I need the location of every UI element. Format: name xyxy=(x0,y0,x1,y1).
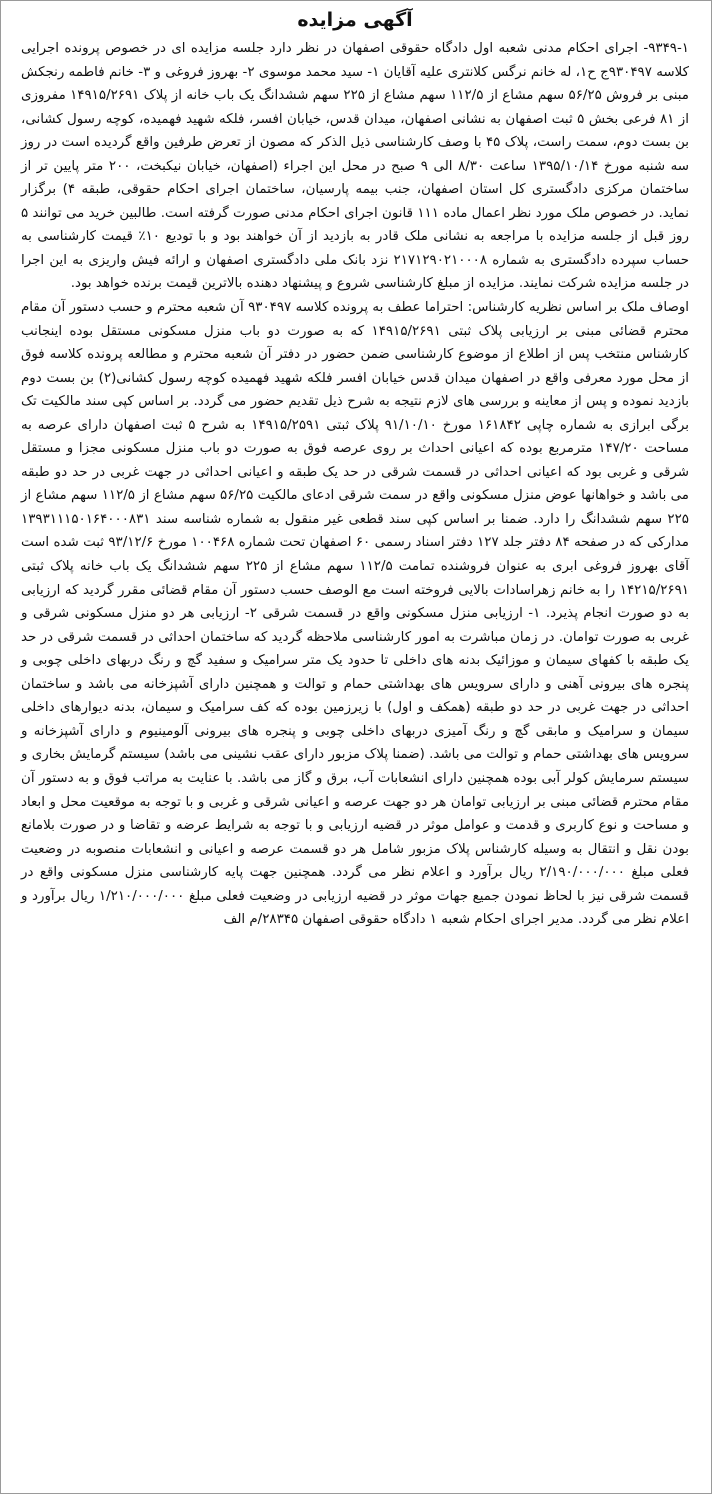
notice-paragraph-auction: ۹۳۴۹-۱- اجرای احکام مدنی شعبه اول دادگاه حقوقی اصفهان در نظر دارد جلسه مزایده ای در خصوص پرونده اجرایی کلاسه ۹۳۰۴۹۷ج ح۱، له خانم نرگس کلانتری علیه آقایان ۱- سید محمد موسوی ۲- بهروز فروغی و ۳- خانم فاطمه رنجکش مبنی بر فروش ۵۶/۲۵ سهم مشاع از ۱۱۲/۵ سهم مشاع از ۲۲۵ سهم ششدانگ یک باب خانه از پلاک ۱۴۹۱۵/۲۶۹۱ مفروزی از ۸۱ فرعی بخش ۵ ثبت اصفهان به نشانی اصفهان، میدان قدس، خیابان افسر، فلکه شهید فهمیده، کوچه رسول کشانی، بن بست دوم، سمت راست، پلاک ۴۵ با وصف کارشناسی ذیل الذکر که مصون از تعرض طرفین واقع گردیده است در روز سه شنبه مورخ ۱۳۹۵/۱۰/۱۴ ساعت ۸/۳۰ الی ۹ صبح در محل این اجراء (اصفهان، خیابان نیکبخت، ۲۰۰ متر پایین تر از ساختمان مرکزی دادگستری کل استان اصفهان، جنب بیمه پارسیان، ساختمان اجرای احکام حقوقی، طبقه ۴) برگزار نماید. در خصوص ملک مورد نظر اعمال ماده ۱۱۱ قانون اجرای احکام مدنی صورت گرفته است. طالبین خرید می توانند ۵ روز قبل از جلسه مزایده با مراجعه به نشانی ملک قادر به بازدید از آن خواهند بود و با تودیع ۱۰٪ قیمت کارشناسی به حساب سپرده دادگستری به شماره ۲۱۷۱۲۹۰۲۱۰۰۰۸ نزد بانک ملی دادگستری اصفهان و ارائه فیش واریزی به این اجرا در جلسه مزایده شرکت نمایند. مزایده از مبلغ کارشناسی شروع و پیشنهاد دهنده بالاترین قیمت برنده خواهد بود. xyxy=(21,41,690,292)
notice-title: آگهی مزایده xyxy=(297,9,413,31)
notice-paragraph-expert-opinion: اوصاف ملک بر اساس نظریه کارشناس: احتراما عطف به پرونده کلاسه ۹۳۰۴۹۷ آن شعبه محترم و حسب دستور آن مقام محترم قضائی مبنی بر ارزیابی پلاک ثبتی ۱۴۹۱۵/۲۶۹۱ که به صورت دو باب منزل مسکونی مستقل بوده اینجانب کارشناس منتخب پس از اطلاع از موضوع کارشناسی ضمن حضور در دفتر آن شعبه محترم و مطالعه پرونده کلاسه فوق از محل مورد معرفی واقع در اصفهان میدان قدس خیابان افسر فلکه شهید فهمیده کوچه رسول کشانی(۲) بن بست دوم بازدید نموده و پس از معاینه و بررسی های لازم نتیجه به شرح ذیل تقدیم حضور می گردد. بر اساس کپی سند مالکیت تک برگی ابرازی به شماره چاپی ۱۶۱۸۴۲ مورخ ۹۱/۱۰/۱۰ پلاک ثبتی ۱۴۹۱۵/۲۵۹۱ به شرح ۵ ثبت اصفهان دارای عرصه به مساحت ۱۴۷/۲۰ مترمربع بوده که اعیانی احداث بر روی عرصه فوق به صورت دو باب منزل مسکونی مجزا و مستقل شرقی و غربی بود که اعیانی احداثی در قسمت شرقی در حد یک طبقه و اعیانی احداثی در جهت غربی در حد دو طبقه می باشد و خواهانها عوض منزل مسکونی واقع در سمت شرقی ادعای مالکیت ۵۶/۲۵ سهم مشاع از ۱۱۲/۵ سهم مشاع از ۲۲۵ سهم ششدانگ را دارد. ضمنا بر اساس کپی سند قطعی غیر منقول به شماره شناسه سند ۱۳۹۳۱۱۱۵۰۱۶۴۰۰۰۸۳۱ مدارکی که در صفحه ۸۴ دفتر جلد ۱۲۷ دفتر اسناد رسمی ۶۰ اصفهان تحت شماره ۱۰۰۴۶۸ مورخ ۹۳/۱۲/۶ ثبت شده است آقای بهروز فروغی ابری به عنوان فروشنده تمامت ۱۱۲/۵ سهم مشاع از ۲۲۵ سهم ششدانگ یک باب خانه پلاک ثبتی ۱۴۲۱۵/۲۶۹۱ را به خانم زهراسادات بالایی فروخته است مع الوصف حسب دستور آن مقام قضائی مقرر گردید که ارزیابی به دو صورت انجام پذیرد. ۱- ارزیابی منزل مسکونی واقع در قسمت شرقی ۲- ارزیابی هر دو منزل مسکونی شرقی و غربی به صورت توامان. در زمان مباشرت به امور کارشناسی ملاحظه گردید که ساختمان احداثی در قسمت شرقی در حد یک طبقه با کفهای سیمان و موزائیک بدنه های داخلی تا حدود یک متر سرامیک و سفید گچ و رنگ دربهای داخلی چوبی و پنجره های بیرونی آهنی و دارای سرویس های بهداشتی حمام و توالت و همچنین دارای آشپزخانه می باشد و ساختمان احداثی در جهت غربی در حد دو طبقه (همکف و اول) با زیرزمین بوده که کف سرامیک و سیمان، بدنه دیوارهای داخلی سیمان و سرامیک و مابقی گچ و رنگ آمیزی دربهای داخلی چوبی و پنجره های بیرونی آلومینیوم و دارای آشپزخانه و سرویس های بهداشتی حمام و توالت می باشد. (ضمنا پلاک مزبور دارای عقب نشینی می باشد) سیستم گرمایش بخاری و سیستم سرمایش کولر آبی بوده همچنین دارای انشعابات آب، برق و گاز می باشد. با عنایت به مراتب فوق و به دستور آن مقام محترم قضائی مبنی بر ارزیابی توامان هر دو جهت عرصه و اعیانی شرقی و غربی و با توجه به موقعیت محل و ابعاد و مساحت و نوع کاربری و قدمت و عوامل موثر در قضیه ارزیابی و با توجه به شرایط عرضه و تقاضا و در صورت بلامانع بودن نقل و انتقال به وسیله کارشناس پلاک مزبور شامل هر دو قسمت عرصه و اعیانی و انشعابات منصوبه در وضعیت فعلی مبلغ ۲/۱۹۰/۰۰۰/۰۰۰ ریال برآورد و اعلام نظر می گردد. همچنین جهت پایه کارشناسی منزل مسکونی واقع در قسمت شرقی نیز با لحاظ نمودن جمیع جهات موثر در قضیه ارزیابی در وضعیت فعلی مبلغ ۱/۲۱۰/۰۰۰/۰۰۰ ریال برآورد و اعلام نظر می گردد. مدیر اجرای احکام شعبه ۱ دادگاه حقوقی اصفهان ۲۸۳۴۵/م الف xyxy=(21,300,690,928)
notice-body xyxy=(21,37,689,932)
